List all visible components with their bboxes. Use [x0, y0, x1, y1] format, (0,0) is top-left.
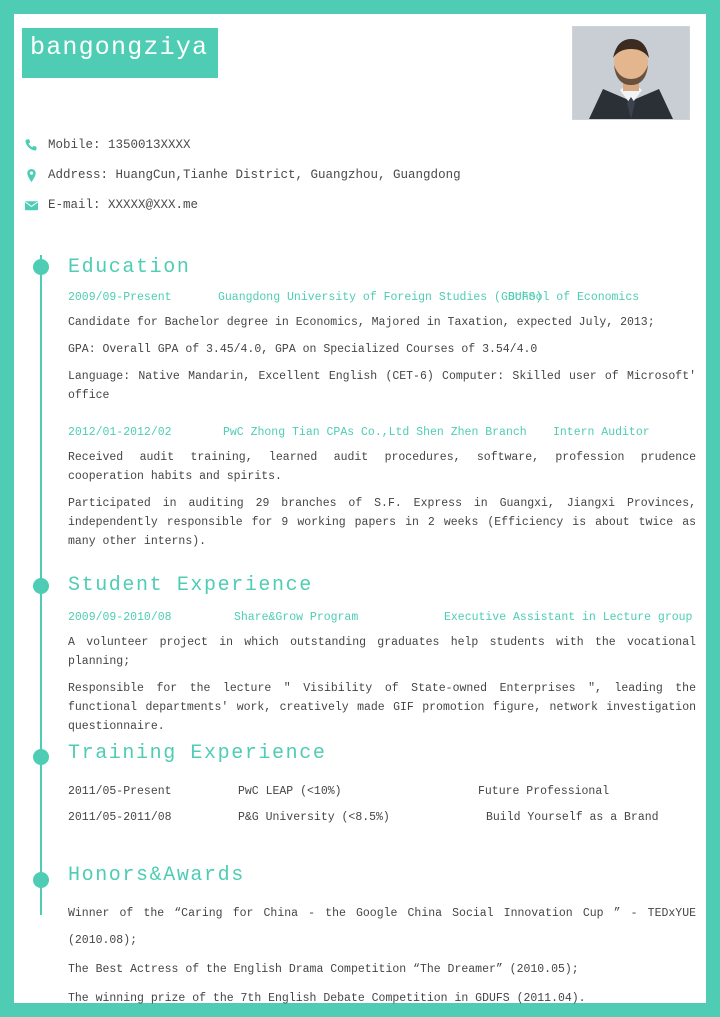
training-row-1-date: 2011/05-Present: [68, 785, 172, 798]
student-experience-entry-1: [68, 611, 696, 744]
phone-icon: [22, 136, 40, 154]
education-entry-2-org: PwC Zhong Tian CPAs Co.,Ltd Shen Zhen Branch: [223, 426, 527, 439]
envelope-icon: [22, 196, 40, 214]
timeline-dot-student-experience: [33, 578, 49, 594]
education-entry-1-line-3: Language: Native Mandarin, Excellent English (CET-6) Computer: Skilled user of Microsoft' office: [68, 370, 696, 402]
timeline-dot-education: [33, 259, 49, 275]
top-accent-bar: [0, 0, 720, 14]
education-entry-1-line-2: GPA: Overall GPA of 3.45/4.0, GPA on Specialized Courses of 3.54/4.0: [68, 343, 538, 356]
education-entry-2: [68, 426, 696, 559]
education-entry-2-date: 2012/01-2012/02: [68, 426, 172, 439]
student-experience-entry-1-meta: [68, 611, 696, 624]
candidate-name: bangongziya: [30, 33, 209, 62]
education-entry-2-line-2: Participated in auditing 29 branches of S.F. Express in Guangxi, Jiangxi Provinces, independently responsible for 9 working papers in 2 weeks (Efficiency is about twice as many other interns).: [68, 497, 696, 548]
training-experience-rows: [68, 779, 696, 831]
section-title-education: Education: [68, 256, 191, 279]
contact-email-text: E-mail: XXXXX@XXX.me: [48, 198, 199, 212]
education-entry-2-meta: [68, 426, 696, 439]
contact-row-email: [22, 190, 582, 220]
education-entry-1-org: Guangdong University of Foreign Studies (GDUFS): [218, 291, 543, 304]
timeline-dot-training-experience: [33, 749, 49, 765]
education-entry-1-date: 2009/09-Present: [68, 291, 172, 304]
contact-address-text: Address: HuangCun,Tianhe District, Guangzhou, Guangdong: [48, 168, 461, 182]
contact-row-mobile: [22, 130, 582, 160]
training-row-1-org: PwC LEAP (<10%): [238, 785, 342, 798]
contact-mobile-text: Mobile: 1350013XXXX: [48, 138, 191, 152]
student-experience-entry-1-line-2: Responsible for the lecture " Visibility of State-owned Enterprises ", leading the functional departments' work, creatively made GIF promotion figure, network investigation questionnaire.: [68, 682, 696, 733]
contact-block: [22, 130, 582, 220]
left-accent-rail: [0, 0, 14, 1017]
section-title-training-experience: Training Experience: [68, 742, 327, 765]
training-row-1: [68, 779, 696, 805]
training-row-2: [68, 805, 696, 831]
education-entry-2-line-1: Received audit training, learned audit procedures, software, profession prudence cooperation habits and spirits.: [68, 451, 696, 483]
student-experience-entry-1-role: Executive Assistant in Lecture group: [444, 611, 693, 624]
location-pin-icon: [22, 166, 40, 184]
honors-line-3: The winning prize of the 7th English Debate Competition in GDUFS (2011.04).: [68, 992, 586, 1005]
education-entry-1-line-1: Candidate for Bachelor degree in Economics, Majored in Taxation, expected July, 2013;: [68, 316, 655, 329]
contact-row-address: [22, 160, 582, 190]
training-row-2-role: Build Yourself as a Brand: [486, 811, 659, 824]
education-entry-1-meta: [68, 291, 696, 304]
student-experience-entry-1-date: 2009/09-2010/08: [68, 611, 172, 624]
training-row-2-date: 2011/05-2011/08: [68, 811, 172, 824]
honors-list: [68, 900, 696, 1014]
honors-line-1: Winner of the “Caring for China - the Google China Social Innovation Cup ” - TEDxYUE (2010.08);: [68, 907, 696, 947]
right-accent-rail: [706, 0, 720, 1017]
education-entry-1-role: School of Economics: [508, 291, 640, 304]
education-entry-2-role: Intern Auditor: [553, 426, 650, 439]
student-experience-entry-1-line-1: A volunteer project in which outstanding graduates help students with the vocational planning;: [68, 636, 696, 668]
training-row-2-org: P&G University (<8.5%): [238, 811, 390, 824]
section-title-honors: Honors&Awards: [68, 864, 245, 887]
student-experience-entry-1-org: Share&Grow Program: [234, 611, 359, 624]
timeline-dot-honors: [33, 872, 49, 888]
section-title-student-experience: Student Experience: [68, 574, 313, 597]
training-row-1-role: Future Professional: [478, 785, 610, 798]
avatar: [572, 26, 690, 120]
education-entry-1: [68, 291, 696, 413]
honors-line-2: The Best Actress of the English Drama Competition “The Dreamer” (2010.05);: [68, 963, 579, 976]
